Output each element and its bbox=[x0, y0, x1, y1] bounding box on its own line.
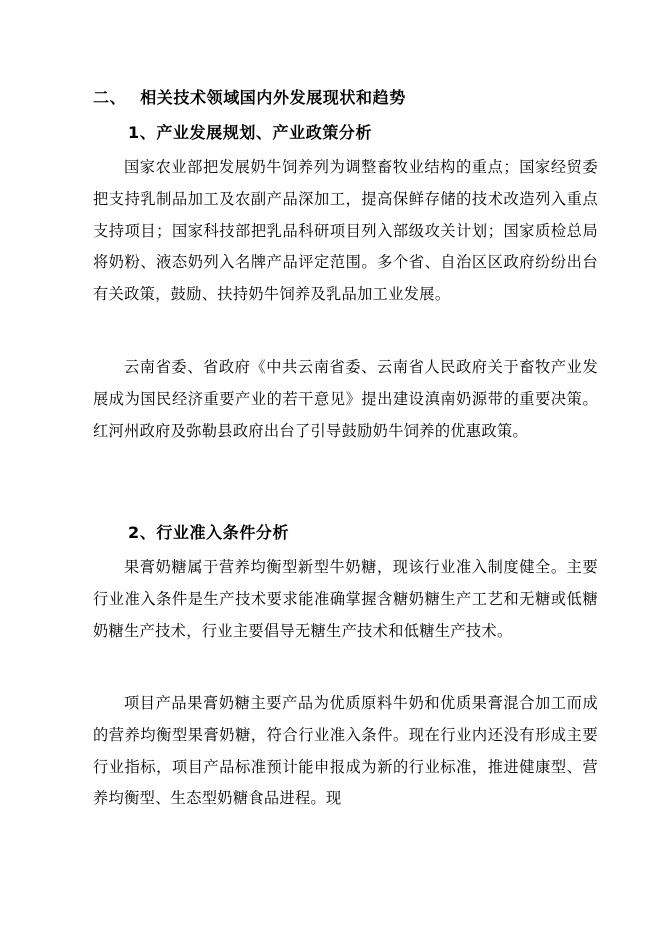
paragraph-project-product: 项目产品果膏奶糖主要产品为优质原料牛奶和优质果膏混合加工而成的营养均衡型果膏奶糖，符合行业准入条件。现在行业内还没有形成主要行业指标，项目产品标准预计能申报成为新的行业标准，推进健康型、营养均衡型、生态型奶糖食品进程。现 bbox=[93, 694, 598, 808]
section-title: 相关技术领域国内外发展现状和趋势 bbox=[140, 88, 406, 107]
section-number: 二、 bbox=[93, 88, 127, 107]
paragraph-yunnan-policy: 云南省委、省政府《中共云南省委、云南省人民政府关于畜牧产业发展成为国民经济重要产业的若干意见》提出建设滇南奶源带的重要决策。红河州政府及弥勒县政府出台了引导鼓励奶牛饲养的优惠政策。 bbox=[93, 358, 598, 440]
section-heading bbox=[93, 88, 406, 108]
paragraph-national-policy: 国家农业部把发展奶牛饲养列为调整畜牧业结构的重点；国家经贸委把支持乳制品加工及农副产品深加工，提高保鲜存储的技术改造列入重点支持项目；国家科技部把乳品科研项目列入部级攻关计划；国家质检总局将奶粉、液态奶列入名牌产品评定范围。多个省、自治区区政府纷纷出台有关政策，鼓励、扶持奶牛饲养及乳品加工业发展。 bbox=[93, 158, 598, 304]
subsection-heading-industry-access: 2、行业准入条件分析 bbox=[128, 523, 290, 542]
subsection-heading-industry-policy: 1、产业发展规划、产业政策分析 bbox=[128, 123, 373, 142]
paragraph-access-conditions: 果膏奶糖属于营养均衡型新型牛奶糖，现该行业准入制度健全。主要行业准入条件是生产技术要求能准确掌握含糖奶糖生产工艺和无糖或低糖奶糖生产技术，行业主要倡导无糖生产技术和低糖生产技术。 bbox=[93, 558, 598, 640]
